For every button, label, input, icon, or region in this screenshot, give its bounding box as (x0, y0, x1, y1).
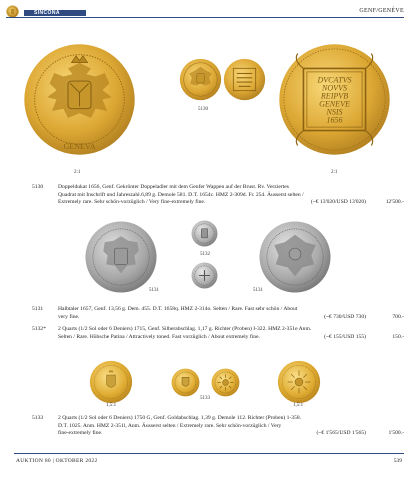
lot-estimate: (~€ 1'565/USD 1'565) (316, 430, 366, 436)
coin-5131-reverse (258, 220, 332, 294)
lot-description-line: 2 Quarts (1/2 Sol oder 6 Deniers) 1750 G, Genf. Goldabschlag. 1,39 g. Demole 112. Richter (Proben) 1-358. (58, 415, 302, 421)
header-divider (6, 17, 404, 18)
coin-5130-obverse-small (179, 58, 222, 101)
lot-price: 12'500.- (385, 199, 404, 205)
lot-5132 (24, 326, 404, 342)
lot-description-line: 2 Quarts (1/2 Sol oder 6 Deniers) 1715, Genf. Silberabschlag. 1,17 g. Richter (Proben) I-322. HMZ 2-351e Anm. (58, 326, 312, 332)
lot-number: 5131 (32, 306, 44, 312)
lot-5130 (24, 184, 404, 214)
coin-5133-reverse (277, 360, 321, 404)
lot-number: 5132* (32, 326, 46, 332)
plate-label-5130: 5130 (198, 107, 208, 112)
plate-label-5132: 5132 (200, 252, 210, 257)
coin-5132-obverse (191, 220, 218, 247)
lot-estimate: (~€ 730/USD 730) (324, 313, 366, 320)
coin-5130-reverse-small (223, 58, 266, 101)
svg-text:GENEVA: GENEVA (63, 141, 96, 151)
lot-price: 150.- (392, 333, 404, 340)
rev-text-line: DVCATVS (317, 75, 352, 85)
lot-description-line: D.T. 1025. Anm. HMZ 2-351l, Anm. Äusserst selten / Extremely rare. Sehr schön-vorzüglich / Very (58, 422, 282, 429)
lot-5131 (24, 306, 404, 322)
lot-description-line: Quadrat mit Inschrift und Jahreszahl.6,89 g. Demole 581. D.T. 1654c. HMZ 2-309d. Fr. 254. Äusserst selten / (58, 191, 304, 198)
section-title: GENF/GENÈVE (359, 8, 404, 14)
coin-5130-obverse (22, 42, 137, 157)
footer-auction-label: AUKTION 80 | OKTOBER 2022 (16, 458, 98, 464)
lot-estimate: (~€ 13'020/USD 13'020) (310, 199, 366, 205)
page-number: 539 (393, 458, 402, 464)
rev-text-line: NOVVS (321, 83, 348, 93)
lot-number: 5133 (32, 415, 44, 421)
rev-text-line: NSIS (326, 107, 343, 117)
plate-label-5131: 5131 (149, 288, 159, 293)
scale-label-left: 2:1 (74, 170, 81, 175)
coin-5130-reverse (277, 42, 392, 157)
lot-description-line: Selten / Rare. Hübsche Patina / Attractively toned. Fast vorzüglich / About extremely fine. (58, 333, 260, 340)
scale-label-left: 1,5:1 (106, 403, 117, 408)
lot-description-line: very fine. (58, 313, 80, 320)
coin-5132-reverse (191, 262, 218, 289)
rev-text-line: GENEVE (319, 99, 350, 109)
lot-price: 1'500.- (388, 430, 404, 436)
header-tag: SINCONA (24, 10, 86, 16)
coin-5133-obverse (89, 360, 133, 404)
lot-5133 (24, 415, 404, 439)
scale-label-right: 2:1 (331, 170, 338, 175)
coin-5131-obverse (84, 220, 158, 294)
plate-label-5131-right: 5131 (253, 288, 263, 293)
coin-5133-reverse-small (211, 368, 240, 397)
scale-label-right: 1,5:1 (293, 403, 304, 408)
plate-label-5133: 5133 (200, 396, 210, 401)
rev-text-line: REIPVB (320, 91, 349, 101)
footer-divider (14, 453, 404, 454)
coin-5133-obverse-small (171, 368, 200, 397)
lot-description-line: Halbtaler 1657, Genf. 13,56 g. Dem. 455. D.T. 1658q. HMZ 2-314o. Selten / Rare. Fast sehr schön / About (58, 306, 298, 312)
lot-estimate: (~€ 155/USD 155) (324, 333, 366, 340)
lot-number: 5130 (32, 184, 44, 190)
lot-price: 700.- (392, 313, 404, 320)
lot-description-line: Doppeldukat 1656, Genf. Gekrönter Doppeladler mit dem Genfer Wappen auf der Brust. Rv. Verziertes (58, 184, 289, 190)
rev-text-line: 1656 (326, 115, 343, 125)
lot-description-line: Extremely rare. Sehr schön-vorzüglich / Very fine-extremely fine. (58, 199, 206, 205)
lot-description-line: fine-extremely fine. (58, 430, 103, 436)
